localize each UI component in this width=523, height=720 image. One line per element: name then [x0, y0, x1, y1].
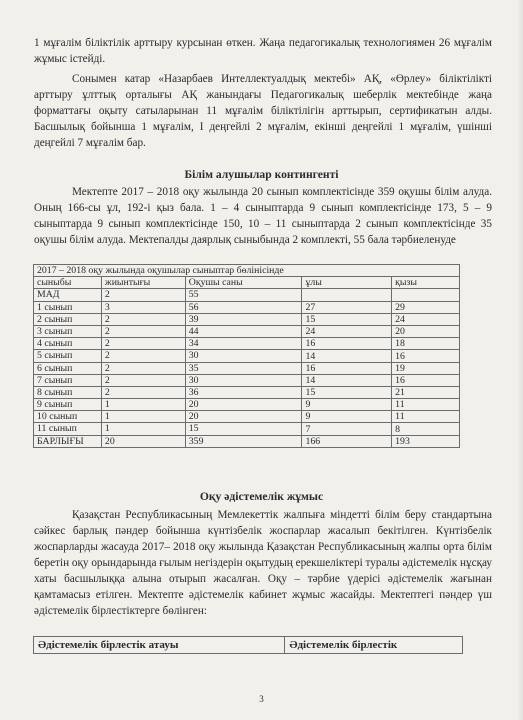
- paragraph-student-counts: Мектепте 2017 – 2018 оқу жылында 20 сынып комплектісінде 359 оқушы білім алуда. Оның 166-сы ұл, 192-і қыз бала. 1 – 4 сыныптарда 9 сынып комплектісінде 173, 5 – 9 сыныптарда 9 сынып комплектісінде 150, 10 – 11 сыныптарда 2 сынып комплектісінде 35 оқушы білім алуда. Мектепалды даярлық сыныбында 2 комплекті, 55 бала тәрбиеленуде: [34, 186, 492, 246]
- table-row: [34, 313, 460, 325]
- table-cell: 55: [185, 289, 302, 301]
- table-cell: 2 сынып: [34, 313, 102, 325]
- table-row: [34, 374, 460, 386]
- table-cell: 2: [101, 386, 185, 398]
- table-cell: 2: [101, 350, 185, 362]
- table-row: [34, 435, 460, 447]
- table-cell: 2: [101, 362, 185, 374]
- table-row: [34, 301, 460, 313]
- table-cell: 4 сынып: [34, 338, 102, 350]
- table-row: [34, 423, 460, 435]
- column-header: Әдістемелік бірлестік: [285, 637, 463, 654]
- table-cell: 35: [185, 362, 302, 374]
- table-cell: 15: [302, 386, 392, 398]
- table-cell: 9: [302, 399, 392, 411]
- table-cell: 16: [302, 338, 392, 350]
- table-cell: 1: [101, 399, 185, 411]
- table-cell: 11: [392, 399, 460, 411]
- table-cell: 36: [185, 386, 302, 398]
- table-cell: БАРЛЫҒЫ: [34, 435, 102, 447]
- table-row: [34, 338, 460, 350]
- table-cell: 9 сынып: [34, 399, 102, 411]
- page-edge-shadow: [517, 0, 523, 720]
- table-cell: 16: [392, 350, 460, 362]
- column-header: қызы: [392, 277, 460, 289]
- table-cell: 44: [185, 325, 302, 337]
- table-cell: [302, 289, 392, 301]
- table-cell: 34: [185, 338, 302, 350]
- paragraph-teacher-training: 1 мұғалім біліктілік арттыру курсынан өткен. Жаңа педагогикалық технологиямен 26 мұғалім жұмыс істейді.: [34, 37, 492, 65]
- table-cell: 8: [392, 423, 460, 435]
- heading-methodical-work: Оқу әдістемелік жұмыс: [199, 490, 324, 503]
- table-cell: 18: [392, 338, 460, 350]
- table-cell: 24: [392, 313, 460, 325]
- table-cell: 5 сынып: [34, 350, 102, 362]
- table-cell: 193: [392, 435, 460, 447]
- table-row: [34, 362, 460, 374]
- table-cell: 29: [392, 301, 460, 313]
- methodical-association-table: [33, 636, 463, 654]
- table-cell: 3: [101, 301, 185, 313]
- table-cell: 20: [101, 435, 185, 447]
- table-cell: 56: [185, 301, 302, 313]
- table-cell: 2: [101, 289, 185, 301]
- table-cell: 21: [392, 386, 460, 398]
- table-cell: 2: [101, 313, 185, 325]
- table-cell: 14: [302, 350, 392, 362]
- table-row: [34, 411, 460, 423]
- table-row: [34, 325, 460, 337]
- table-cell: 11 сынып: [34, 423, 102, 435]
- table-cell: 359: [185, 435, 302, 447]
- table-cell: 1: [101, 411, 185, 423]
- table-cell: 15: [302, 313, 392, 325]
- table-cell: 2: [101, 374, 185, 386]
- paragraph-methodical-work: Қазақстан Республикасының Мемлекеттік жалпыға міндетті білім беру стандартына сәйкес барлық пәндер бойынша күнтізбелік жоспарлар жасалып бекітілген. Күнтізбелік жоспарларды жасауда 2017– 2018 оқу жылында Қазақстан Республикасының жалпы орта білім беретін оқу орындарында ғылым негіздерін оқытудың ерекшеліктері туралы әдістемелік нұсқау хаты басшылыққа алына отырып жасалған. Оқу – тәрбие үдерісі әдістемелік жағынан қамтамасыз етілген. Мектепте әдістемелік кабинет жұмыс жасайды. Мектептегі пәндер үш әдістемелік бірлестіктерге бөлінген:: [34, 509, 492, 617]
- heading-student-contingent: Білім алушылар контингенті: [184, 168, 339, 181]
- column-header: Оқушы саны: [185, 277, 302, 289]
- table-cell: 166: [302, 435, 392, 447]
- table-cell: 19: [392, 362, 460, 374]
- table-caption: 2017 – 2018 оқу жылында оқушылар сыныптар бөлінісінде: [34, 265, 460, 277]
- table-cell: 16: [392, 374, 460, 386]
- table-cell: 11: [392, 411, 460, 423]
- table-cell: 27: [302, 301, 392, 313]
- table-cell: 6 сынып: [34, 362, 102, 374]
- table-cell: [392, 289, 460, 301]
- table-cell: 39: [185, 313, 302, 325]
- column-header: ұлы: [302, 277, 392, 289]
- table-cell: 7: [302, 423, 392, 435]
- table-cell: 3 сынып: [34, 325, 102, 337]
- table-cell: 20: [392, 325, 460, 337]
- table-cell: 24: [302, 325, 392, 337]
- table-row: [34, 399, 460, 411]
- table-cell: 1: [101, 423, 185, 435]
- table-cell: 10 сынып: [34, 411, 102, 423]
- column-header: сыныбы: [34, 277, 102, 289]
- table-cell: 20: [185, 399, 302, 411]
- table-cell: 14: [302, 374, 392, 386]
- page-number: 3: [259, 694, 264, 704]
- table-cell: 30: [185, 374, 302, 386]
- column-header: Әдістемелік бірлестік атауы: [34, 637, 285, 654]
- paragraph-certification: Сонымен катар «Назарбаев Интеллектуалдық мектебі» АҚ, «Өрлеу» біліктілікті арттыру ұлттық орталығы АҚ жанындағы Педагогикалық шеберлік мектебінде жаңа форматтағы оқыту сатыларынан 11 мұғалім біліктілігін арттырып, сертификатын алды. Басшылық бойынша 1 мұғалім, I деңгейлі 2 мұғалім, екінші деңгейлі 1 мұғалім, үшінші деңгейлі 7 мұғалім бар.: [34, 73, 492, 149]
- table-cell: 2: [101, 338, 185, 350]
- table-cell: 9: [302, 411, 392, 423]
- table-row: [34, 289, 460, 301]
- table-cell: 2: [101, 325, 185, 337]
- table-cell: 16: [302, 362, 392, 374]
- table-cell: 8 сынып: [34, 386, 102, 398]
- table-caption-row: [34, 265, 460, 277]
- table-row: [34, 386, 460, 398]
- table-row: [34, 350, 460, 362]
- table-header-row: [34, 277, 460, 289]
- table-cell: 30: [185, 350, 302, 362]
- table-cell: МАД: [34, 289, 102, 301]
- table-cell: 20: [185, 411, 302, 423]
- table-cell: 7 сынып: [34, 374, 102, 386]
- table-cell: 1 сынып: [34, 301, 102, 313]
- table-cell: 15: [185, 423, 302, 435]
- column-header: жиынтығы: [101, 277, 185, 289]
- table-header-row: [34, 637, 463, 654]
- enrollment-table: [33, 264, 460, 448]
